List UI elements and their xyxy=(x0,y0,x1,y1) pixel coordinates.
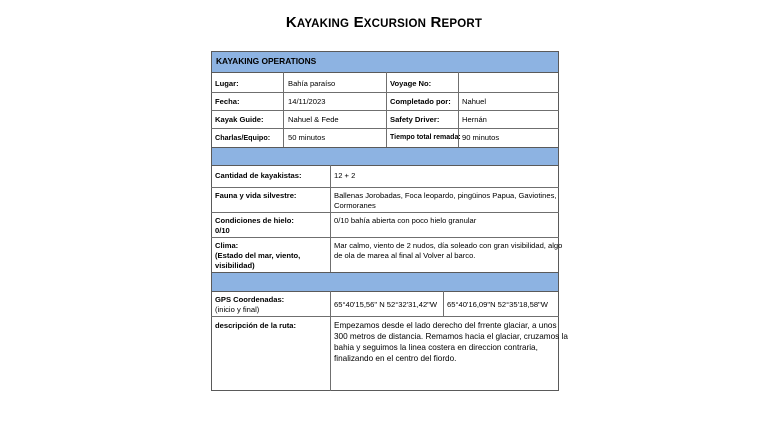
title-word: AYAKING xyxy=(296,18,350,30)
gps-start-value: 65°40'15,56" N 52°32'31,42"W xyxy=(334,300,438,309)
clima-sublabel: (Estado del mar, viento, xyxy=(215,251,301,260)
charlas-label: Charlas/Equipo: xyxy=(215,133,271,142)
safety-label: Safety Driver: xyxy=(390,115,440,124)
fauna-value-line2: Cormoranes xyxy=(334,201,376,210)
title-letter: R xyxy=(430,14,442,31)
fecha-value: 14/11/2023 xyxy=(288,97,326,106)
ruta-line4: finalizando en el centro del fiordo. xyxy=(334,354,457,363)
guide-value: Nahuel & Fede xyxy=(288,115,339,124)
title-letter: K xyxy=(285,14,297,31)
guide-label: Kayak Guide: xyxy=(215,115,264,124)
clima-label: Clima: xyxy=(215,241,239,250)
ruta-line3: bahia y seguimos la linea costera en direccion contraria, xyxy=(334,343,538,352)
clima-value-line1: Mar calmo, viento de 2 nudos, día soleado con gran visibilidad, algo xyxy=(334,241,563,250)
report-title xyxy=(0,14,768,31)
conditions-band xyxy=(211,147,559,166)
gps-sublabel: (inicio y final) xyxy=(215,305,260,314)
title-word: XCURSION xyxy=(363,18,427,30)
charlas-value: 50 minutos xyxy=(288,133,326,142)
voyage-label: Voyage No: xyxy=(390,79,432,88)
fecha-label: Fecha: xyxy=(215,97,240,106)
route-band xyxy=(211,272,559,292)
ruta-label: descripción de la ruta: xyxy=(215,321,297,330)
clima-sublabel-2: visibilidad) xyxy=(215,261,255,270)
operations-header: KAYAKING OPERATIONS xyxy=(216,56,317,66)
fauna-value-line1: Ballenas Jorobadas, Foca leopardo, pingüinos Papua, Gaviotines, xyxy=(334,191,557,200)
kayakistas-label: Cantidad de kayakistas: xyxy=(215,171,302,180)
fauna-label: Fauna y vida silvestre: xyxy=(215,191,297,200)
completado-value: Nahuel xyxy=(462,97,487,106)
title-word: EPORT xyxy=(441,18,483,30)
lugar-label: Lugar: xyxy=(215,79,239,88)
hielo-label: Condiciones de hielo: xyxy=(215,216,294,225)
completado-label: Completado por: xyxy=(390,97,451,106)
safety-value: Hernán xyxy=(462,115,487,124)
hielo-label-value: 0/10 xyxy=(215,226,230,235)
gps-label: GPS Coordenadas: xyxy=(215,295,285,304)
ruta-line2: 300 metros de distancia. Remamos hacia el glaciar, cruzamos la xyxy=(334,332,568,341)
clima-value-line2: de ola de marea al final al Volver al barco. xyxy=(334,251,476,260)
hielo-value: 0/10 bahía abierta con poco hielo granular xyxy=(334,216,477,225)
kayakistas-value: 12 + 2 xyxy=(334,171,356,180)
tiempo-label: Tiempo total remada: xyxy=(390,134,461,141)
tiempo-value: 90 minutos xyxy=(462,133,500,142)
gps-end-value: 65°40'16,09"N 52°35'18,58"W xyxy=(447,300,548,309)
title-letter: E xyxy=(353,14,364,31)
lugar-value: Bahía paraíso xyxy=(288,79,336,88)
ruta-line1: Empezamos desde el lado derecho del frrente glaciar, a unos xyxy=(334,321,557,330)
